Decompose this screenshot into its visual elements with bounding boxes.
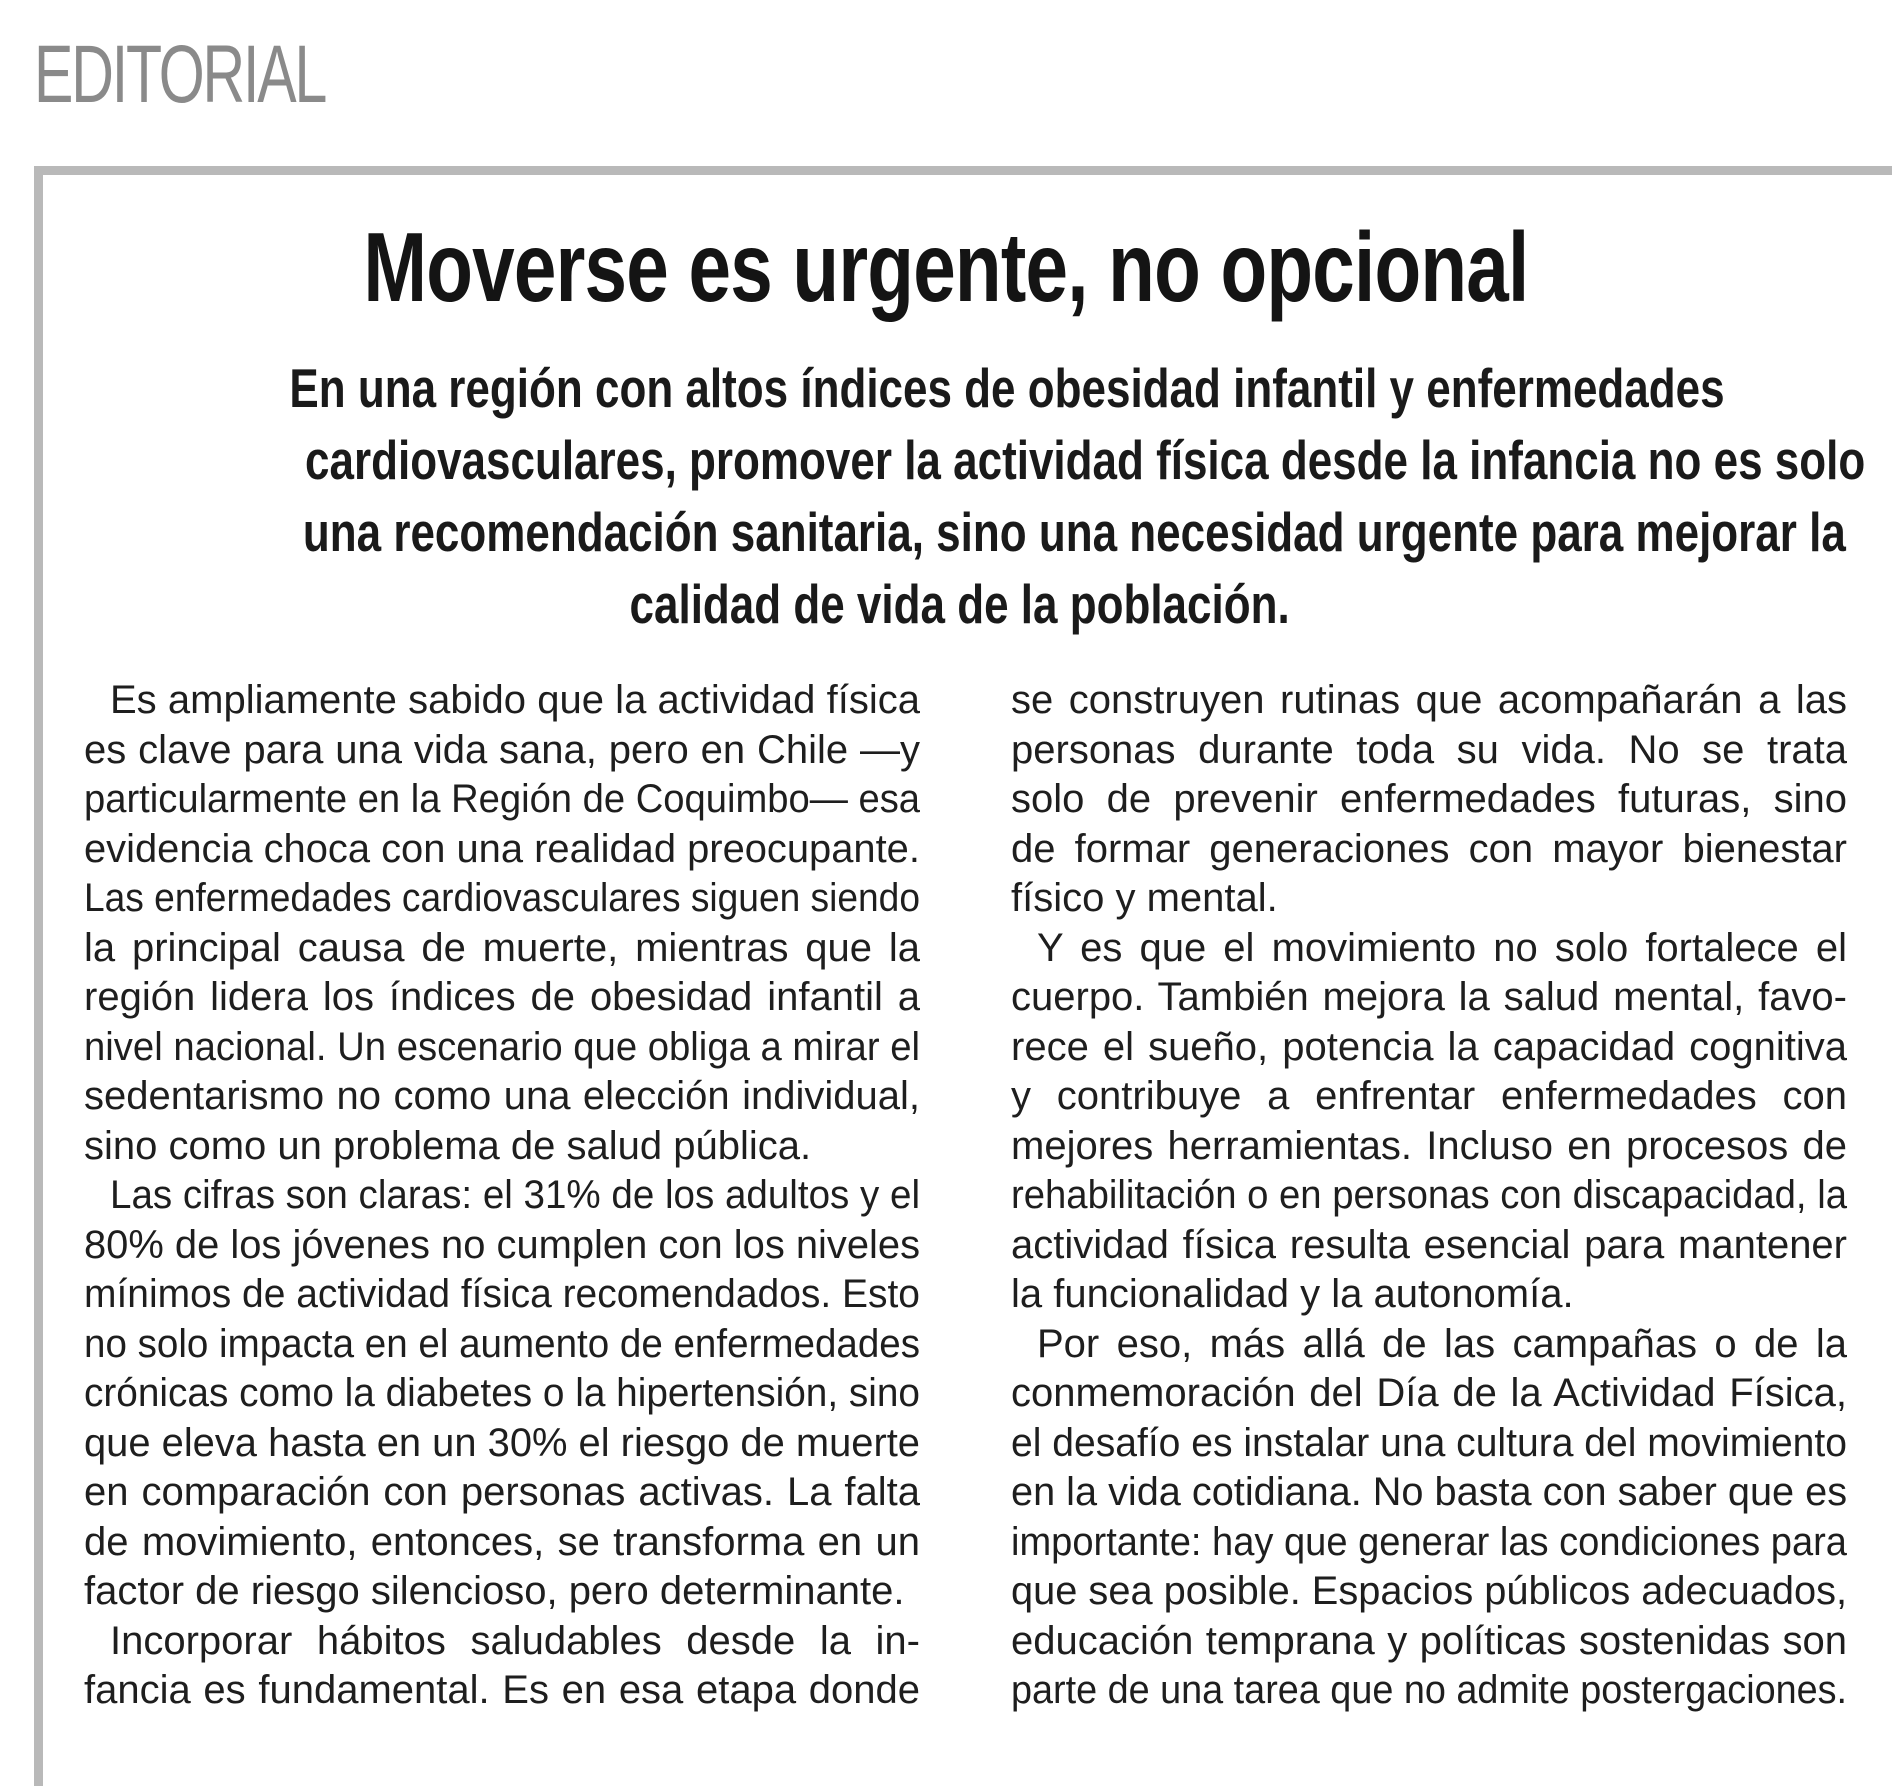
body-line: rece el sueño, potencia la capacidad cognitiva (1011, 1024, 1847, 1069)
deck-line (110, 352, 1810, 424)
headline (0, 214, 1892, 322)
body-line: Las enfermedades cardiovasculares siguen siendo (84, 876, 920, 920)
body-line: Por eso, más allá de las campañas o de la (1037, 1321, 1847, 1366)
body-line: evidencia choca con una realidad preocupante. (84, 826, 920, 871)
body-line: Y es que el movimiento no solo fortalece el (1037, 925, 1847, 970)
section-label: EDITORIAL (34, 29, 326, 120)
body-line: se construyen rutinas que acompañarán a las (1011, 678, 1847, 722)
body-line: Las cifras son claras: el 31% de los adultos y el (110, 1173, 921, 1217)
body-line: rehabilitación o en personas con discapacidad, la (1011, 1173, 1847, 1217)
body-line: en la vida cotidiana. No basta con saber que es (1011, 1470, 1848, 1514)
deck-line (110, 424, 1866, 496)
body-line: Es ampliamente sabido que la actividad física (110, 678, 920, 722)
body-line: nivel nacional. Un escenario que obliga a mirar el (84, 1024, 920, 1069)
body-line: mejores herramientas. Incluso en procesos de (1011, 1123, 1847, 1168)
body-line: cuerpo. También mejora la salud mental, favo- (1011, 975, 1847, 1019)
headline-text: Moverse es urgente, no opcional (363, 212, 1529, 322)
body-line: Incorporar hábitos saludables desde la in- (110, 1618, 920, 1663)
deck-line (110, 568, 1810, 640)
body-line: conmemoración del Día de la Actividad Física, (1011, 1371, 1847, 1415)
body-line: 80% de los jóvenes no cumplen con los niveles (84, 1222, 921, 1267)
body-line: es clave para una vida sana, pero en Chile —y (84, 727, 920, 772)
body-line: personas durante toda su vida. No se trata (1011, 727, 1847, 772)
body-line: importante: hay que generar las condiciones para (1011, 1519, 1847, 1564)
body-line: y contribuye a enfrentar enfermedades con (1011, 1074, 1847, 1118)
body-line: no solo impacta en el aumento de enfermedades (84, 1321, 921, 1366)
body-column-right (1011, 676, 1847, 1716)
body-line: que eleva hasta en un 30% el riesgo de muerte (84, 1420, 920, 1465)
body-line: región lidera los índices de obesidad infantil a (84, 975, 920, 1019)
deck-line-text: cardiovasculares, promover la actividad física desde la infancia no es solo (305, 429, 1866, 491)
body-line: la funcionalidad y la autonomía. (1011, 1272, 1574, 1316)
body-line: la principal causa de muerte, mientras que la (84, 925, 920, 970)
body-line: particularmente en la Región de Coquimbo— esa (84, 777, 921, 821)
body-line: de movimiento, entonces, se transforma en un (84, 1519, 920, 1564)
body-line: el desafío es instalar una cultura del movimiento (1011, 1420, 1847, 1465)
body-line: crónicas como la diabetes o la hipertensión, sino (84, 1371, 920, 1415)
body-line: que sea posible. Espacios públicos adecuados, (1011, 1569, 1848, 1613)
body-line: sino como un problema de salud pública. (84, 1123, 812, 1168)
body-line: educación temprana y políticas sostenidas son (1011, 1618, 1847, 1663)
deck (110, 352, 1866, 640)
deck-line-text: En una región con altos índices de obesidad infantil y enfermedades (289, 357, 1725, 419)
body-line: factor de riesgo silencioso, pero determinante. (84, 1569, 905, 1613)
body-line: físico y mental. (1011, 876, 1278, 920)
body-line: parte de una tarea que no admite postergaciones. (1011, 1668, 1848, 1712)
deck-line (110, 496, 1846, 568)
body-line: actividad física resulta esencial para mantener (1011, 1222, 1847, 1267)
body-line: mínimos de actividad física recomendados. Esto (84, 1272, 920, 1316)
body-column-left (84, 676, 920, 1716)
body-line: de formar generaciones con mayor bienestar (1011, 826, 1847, 871)
body-line: en comparación con personas activas. La falta (84, 1470, 920, 1514)
deck-line-text: calidad de vida de la población. (629, 573, 1291, 635)
body-line: fancia es fundamental. Es en esa etapa donde (84, 1668, 920, 1712)
body-line: solo de prevenir enfermedades futuras, sino (1011, 777, 1847, 821)
deck-line-text: una recomendación sanitaria, sino una necesidad urgente para mejorar la (302, 501, 1846, 563)
body-line: sedentarismo no como una elección individual, (84, 1074, 920, 1118)
